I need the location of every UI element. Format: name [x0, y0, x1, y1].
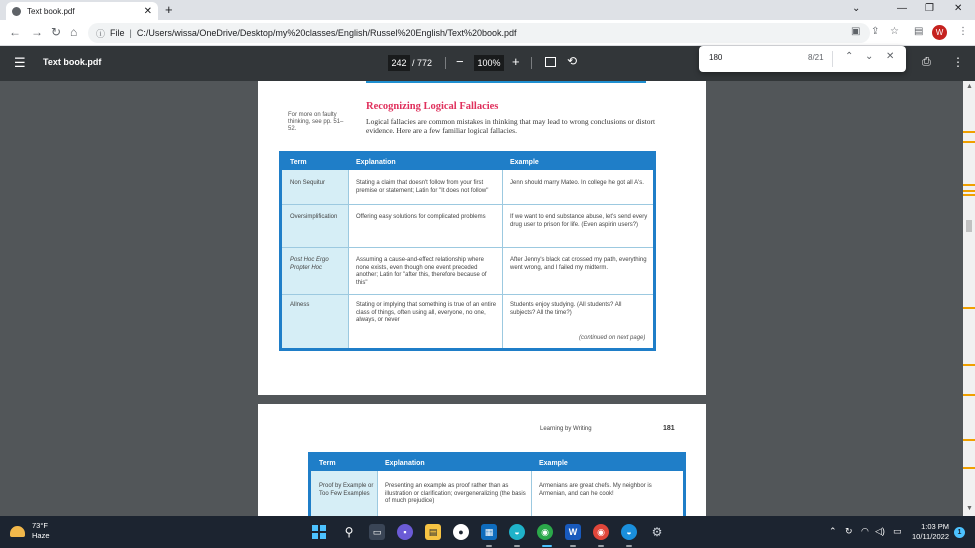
table-cell-example: Armenians are great chefs. My neighbor is Armenian, and can he cook!: [539, 483, 652, 497]
table-cell-term: Non Sequitur: [290, 180, 326, 186]
browser-menu-icon[interactable]: ⋮: [958, 26, 968, 37]
table-cell-explanation: Presenting an example as proof rather than as illustration or clarification; overgeneralizing (the basis of much prejudice): [385, 483, 526, 504]
page-total: / 772: [412, 58, 433, 68]
tab-strip: [0, 0, 975, 20]
table-cell-explanation: Assuming a cause-and-effect relationship where none exists, even though one event preceded another; Latin for "after this, therefore because of this": [356, 257, 487, 286]
battery-icon[interactable]: ▭: [893, 526, 902, 536]
column-header-term: Term: [319, 460, 336, 467]
table-cell-term: Oversimplification: [290, 214, 338, 220]
row-divider: [282, 247, 653, 248]
tray-overflow-chevron-icon[interactable]: ⌃: [829, 526, 837, 536]
continued-note: (continued on next page): [579, 335, 646, 341]
column-header-example: Example: [539, 460, 568, 467]
table-cell-example: Students enjoy studying. (All students? All subjects? All the time?): [510, 302, 622, 316]
search-match-marker: [963, 141, 975, 143]
search-match-marker: [963, 194, 975, 196]
search-match-marker: [963, 190, 975, 192]
section-heading: Recognizing Logical Fallacies: [366, 101, 499, 112]
fallacies-table-continued: [308, 452, 686, 516]
save-icon[interactable]: ▣: [851, 26, 861, 37]
page-number-input[interactable]: 242: [388, 55, 410, 71]
browser-toolbar: [0, 20, 975, 46]
close-tab-icon[interactable]: ✕: [143, 5, 152, 17]
search-match-marker: [963, 131, 975, 133]
zoom-in-button[interactable]: +: [512, 54, 520, 69]
info-icon[interactable]: ⓘ: [96, 28, 106, 39]
globe-icon: [12, 7, 21, 16]
profile-avatar[interactable]: W: [932, 25, 947, 40]
fallacies-table: [279, 151, 656, 351]
active-indicator: [542, 545, 552, 547]
weather-icon: [10, 526, 25, 537]
scroll-up-arrow-icon[interactable]: ▲: [966, 83, 973, 90]
running-indicator: [514, 545, 520, 547]
pdf-file-name: Text book.pdf: [43, 57, 102, 67]
toolbar-divider: [445, 57, 446, 69]
column-header-explanation: Explanation: [356, 159, 396, 166]
page-top-rule: [366, 81, 646, 83]
find-result-count: 8/21: [808, 53, 824, 62]
chrome-dev-icon[interactable]: ◉: [537, 524, 553, 540]
row-divider: [282, 204, 653, 205]
column-divider: [531, 471, 532, 516]
word-icon[interactable]: W: [565, 524, 581, 540]
search-icon[interactable]: ⚲: [344, 525, 354, 539]
chat-icon[interactable]: ▪: [397, 524, 413, 540]
reload-button[interactable]: ↻: [51, 25, 62, 39]
find-input[interactable]: 180: [709, 53, 723, 62]
search-match-marker: [963, 394, 975, 396]
intro-paragraph: Logical fallacies are common mistakes in thinking that may lead to wrong conclusions or distort evidence. Here are a few familiar logical fallacies.: [366, 117, 656, 135]
weather-widget[interactable]: [10, 521, 50, 541]
url-text: C:/Users/wissa/OneDrive/Desktop/my%20classes/English/Russel%20English/Text%20book.pdf: [136, 28, 517, 38]
scrollbar-thumb[interactable]: [966, 220, 972, 232]
find-close-icon[interactable]: ✕: [886, 51, 895, 62]
more-actions-icon[interactable]: ⋮: [952, 55, 964, 69]
wifi-icon[interactable]: ◠: [861, 526, 869, 536]
running-indicator: [570, 545, 576, 547]
table-cell-explanation: Stating a claim that doesn't follow from your first premise or statement; Latin for "It does not follow": [356, 180, 489, 194]
print-icon[interactable]: ⎙: [922, 56, 931, 68]
clock-date: 10/11/2022: [912, 532, 949, 541]
table-cell-example: If we want to end substance abuse, let's send every drug user to prison for life. (Even aspirin users?): [510, 214, 648, 228]
search-match-marker: [963, 307, 975, 309]
fit-to-page-icon[interactable]: [545, 57, 556, 67]
system-clock[interactable]: [907, 522, 949, 542]
extension-icon[interactable]: ▤: [914, 26, 924, 37]
table-cell-term: Post Hoc Ergo Propter Hoc: [290, 257, 329, 271]
close-window-button[interactable]: ✕: [954, 3, 963, 14]
minimize-button[interactable]: —: [897, 3, 907, 14]
edge-beta-icon[interactable]: ◒: [621, 524, 637, 540]
bookmark-star-icon[interactable]: ☆: [890, 26, 899, 37]
page-number: 181: [663, 425, 675, 432]
new-tab-button[interactable]: +: [165, 2, 173, 17]
toolbar-divider: [531, 57, 532, 69]
table-header: [282, 154, 653, 170]
url-separator: |: [129, 28, 132, 38]
column-header-term: Term: [290, 159, 307, 166]
vertical-scrollbar[interactable]: [963, 81, 975, 516]
windows-taskbar: [0, 516, 975, 548]
rotate-icon[interactable]: ⟲: [567, 54, 578, 68]
media-app-icon[interactable]: ●: [453, 524, 469, 540]
running-head: Learning by Writing: [540, 426, 592, 432]
table-cell-term: Allness: [290, 302, 310, 308]
tab-search-icon[interactable]: ⌄: [852, 3, 861, 14]
table-cell-term: Proof by Example or Too Few Examples: [319, 483, 374, 497]
start-button[interactable]: [312, 525, 326, 539]
clock-time: 1:03 PM: [921, 522, 949, 531]
restore-button[interactable]: ❐: [925, 3, 934, 14]
address-bar[interactable]: [88, 23, 870, 43]
chrome-icon[interactable]: ◉: [593, 524, 609, 540]
zoom-out-button[interactable]: −: [456, 54, 464, 69]
home-button[interactable]: ⌂: [70, 25, 78, 39]
search-match-marker: [963, 467, 975, 469]
file-explorer-icon[interactable]: ▤: [425, 524, 441, 540]
forward-button[interactable]: →: [31, 25, 43, 39]
temperature: 73°F: [32, 521, 48, 530]
edge-icon[interactable]: ◒: [509, 524, 525, 540]
table-cell-example: After Jenny's black cat crossed my path, everything went wrong, and I failed my midterm.: [510, 257, 647, 271]
store-icon[interactable]: ▦: [481, 524, 497, 540]
notification-badge[interactable]: 1: [954, 527, 965, 538]
search-match-marker: [963, 364, 975, 366]
running-indicator: [626, 545, 632, 547]
scroll-down-arrow-icon[interactable]: ▼: [966, 505, 973, 512]
search-match-marker: [963, 439, 975, 441]
zoom-level-input[interactable]: 100%: [474, 55, 504, 71]
find-divider: [832, 51, 833, 67]
browser-tab[interactable]: [6, 2, 158, 20]
table-cell-explanation: Stating or implying that something is true of an entire class of things, often using all, everyone, no one, always, or never: [356, 302, 497, 323]
url-scheme: File: [110, 28, 125, 38]
column-divider: [502, 170, 503, 348]
weather-condition: Haze: [32, 531, 50, 540]
find-next-icon[interactable]: ⌄: [865, 51, 874, 62]
sync-icon[interactable]: ↻: [845, 526, 853, 536]
hamburger-menu-icon[interactable]: ☰: [14, 55, 26, 70]
column-header-example: Example: [510, 159, 539, 166]
pdf-page: [258, 404, 706, 516]
find-previous-icon[interactable]: ⌃: [845, 51, 854, 62]
volume-icon[interactable]: ◁): [875, 526, 885, 536]
running-indicator: [598, 545, 604, 547]
search-match-marker: [963, 184, 975, 186]
row-divider: [282, 294, 653, 295]
margin-note: For more on faulty thinking, see pp. 51–52.: [288, 112, 344, 132]
column-divider: [377, 471, 378, 516]
back-button[interactable]: ←: [9, 25, 21, 39]
find-bar: [699, 46, 906, 72]
running-indicator: [486, 545, 492, 547]
table-cell-explanation: Offering easy solutions for complicated problems: [356, 214, 486, 220]
tab-title: Text book.pdf: [27, 6, 75, 16]
column-header-explanation: Explanation: [385, 460, 425, 467]
task-view-icon[interactable]: ▭: [369, 524, 385, 540]
table-cell-example: Jenn should marry Mateo. In college he got all A's.: [510, 180, 644, 186]
settings-gear-icon[interactable]: ⚙: [651, 525, 663, 539]
share-icon[interactable]: ⇪: [871, 26, 880, 37]
pdf-page: [258, 81, 706, 395]
column-divider: [348, 170, 349, 348]
table-header: [311, 455, 683, 471]
